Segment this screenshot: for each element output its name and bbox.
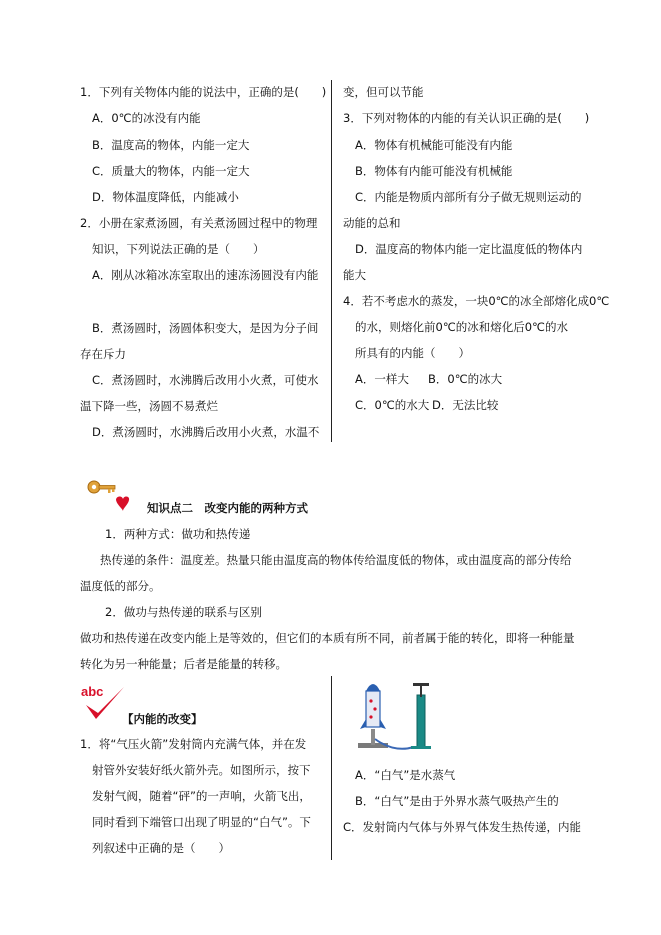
q1-option-a: A．0℃的冰没有内能 xyxy=(92,111,201,125)
q5-option-b: B．“白气”是由于外界水蒸气吸热产生的 xyxy=(355,794,559,808)
knowledge-condition-line2: 温度低的部分。 xyxy=(80,579,161,593)
knowledge-point-2: 2．做功与热传递的联系与区别 xyxy=(105,605,262,619)
q4-stem-line2: 的水，则熔化前0℃的冰和熔化后0℃的水 xyxy=(355,320,568,334)
q5-stem-line3: 发射气阀，随着“砰”的一声响，火箭飞出， xyxy=(92,789,311,803)
q3-option-d-line2: 能大 xyxy=(343,268,366,282)
q5-option-c: C．发射筒内气体与外界气体发生热传递，内能 xyxy=(343,820,582,834)
q3-option-c-line1: C．内能是物质内部所有分子做无规则运动的 xyxy=(355,190,582,204)
q5-stem-line1: 1．将“气压火箭”发射筒内充满气体，并在发 xyxy=(80,737,307,751)
knowledge-condition-line1: 热传递的条件：温度差。热量只能由温度高的物体传给温度低的物体，或由温度高的部分传给 xyxy=(100,553,572,567)
q2-stem-line1: 2．小册在家煮汤圆，有关煮汤圆过程中的物理 xyxy=(80,216,318,230)
knowledge-title: 知识点二 改变内能的两种方式 xyxy=(147,501,308,515)
q3-stem: 3．下列对物体的内能的有关认识正确的是( ) xyxy=(343,111,590,125)
q5-stem-line5: 列叙述中正确的是（ ） xyxy=(92,841,230,855)
abc-logo-text: abc xyxy=(81,684,104,699)
air-rocket-figure xyxy=(354,677,438,761)
q4-option-c: C．0℃的水大 xyxy=(355,398,430,412)
q5-stem-line2: 射管外安装好纸火箭外壳。如图所示，按下 xyxy=(92,763,311,777)
q2-option-a: A．刚从冰箱冰冻室取出的速冻汤圆没有内能 xyxy=(92,268,319,282)
key-heart-icon xyxy=(86,478,130,514)
q2-stem-line2: 知识，下列说法正确的是（ ） xyxy=(92,242,265,256)
q3-option-d-line1: D．温度高的物体内能一定比温度低的物体内 xyxy=(355,242,583,256)
q3-option-a: A．物体有机械能可能没有内能 xyxy=(355,138,513,152)
q4-option-a: A．一样大 xyxy=(355,372,409,386)
q4-option-d: D．无法比较 xyxy=(432,398,499,412)
q4-stem-line3: 所具有的内能（ ） xyxy=(355,346,470,360)
q2-option-d-line1: D．煮汤圆时，水沸腾后改用小火煮，水温不 xyxy=(92,425,320,439)
q4-stem-line1: 4．若不考虑水的蒸发，一块0℃的冰全部熔化成0℃ xyxy=(343,294,610,308)
q2-option-b-line1: B．煮汤圆时，汤圆体积变大，是因为分子间 xyxy=(92,321,319,335)
q5-stem-line4: 同时看到下端管口出现了明显的“白气”。下 xyxy=(92,815,311,829)
q3-option-c-line2: 动能的总和 xyxy=(343,216,401,230)
knowledge-paragraph-line1: 做功和热传递在改变内能上是等效的，但它们的本质有所不同，前者属于能的转化，即将一种能量 xyxy=(80,631,575,645)
q4-option-b: B．0℃的冰大 xyxy=(428,372,503,386)
column-divider-bottom xyxy=(331,676,332,860)
q2-option-b-line2: 存在斥力 xyxy=(80,347,126,361)
q1-option-c: C．质量大的物体，内能一定大 xyxy=(92,164,250,178)
q2-option-c-line1: C．煮汤圆时，水沸腾后改用小火煮，可使水 xyxy=(92,373,319,387)
q1-option-d: D．物体温度降低，内能减小 xyxy=(92,190,239,204)
section-heading: 【内能的改变】 xyxy=(122,712,203,726)
q1-stem: 1．下列有关物体内能的说法中，正确的是( ) xyxy=(80,85,327,99)
column-divider-top xyxy=(331,80,332,442)
q2-continuation: 变，但可以节能 xyxy=(343,85,424,99)
q2-option-c-line2: 温下降一些，汤圆不易煮烂 xyxy=(80,399,218,413)
q5-option-a: A．“白气”是水蒸气 xyxy=(355,768,456,782)
knowledge-point-1: 1．两种方式：做功和热传递 xyxy=(105,527,251,541)
q3-option-b: B．物体有内能可能没有机械能 xyxy=(355,164,513,178)
q1-option-b: B．温度高的物体，内能一定大 xyxy=(92,138,250,152)
knowledge-paragraph-line2: 转化为另一种能量；后者是能量的转移。 xyxy=(80,657,287,671)
